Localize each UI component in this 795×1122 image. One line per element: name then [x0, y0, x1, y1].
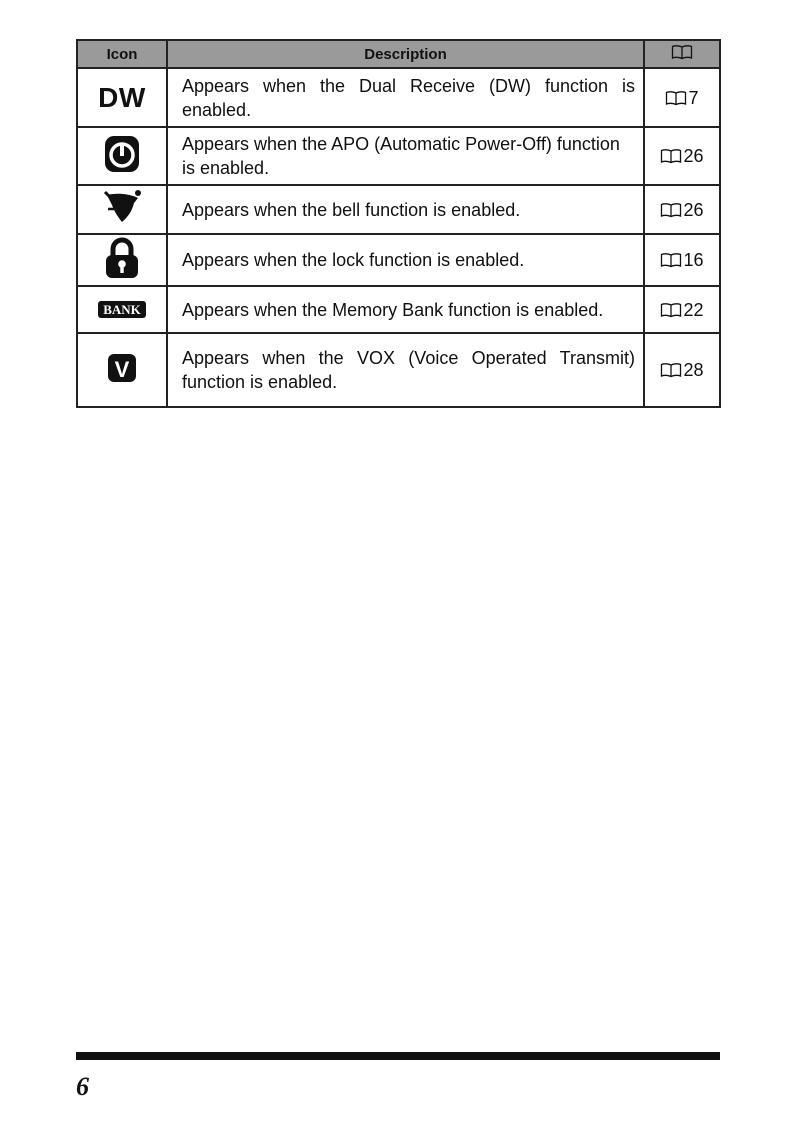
row-page-ref: 16 — [644, 234, 720, 286]
table-row — [77, 127, 720, 185]
header-description: Description — [167, 40, 644, 68]
row-description: Appears when the lock function is enabled. — [167, 234, 644, 286]
dw-icon: DW — [98, 81, 146, 113]
table-header-row — [77, 40, 720, 68]
book-icon — [660, 302, 682, 318]
table-row — [77, 286, 720, 333]
table-row — [77, 333, 720, 407]
row-description: Appears when the VOX (Voice Operated Transmit) function is enabled. — [167, 333, 644, 407]
power-icon — [103, 134, 141, 174]
vox-icon — [107, 353, 137, 383]
row-page-ref: 22 — [644, 286, 720, 333]
book-icon — [660, 202, 682, 218]
page-number: 6 — [76, 1072, 89, 1101]
lock-icon — [104, 237, 140, 279]
book-icon — [665, 90, 687, 106]
row-description: Appears when the APO (Automatic Power-Off) function is enabled. — [167, 127, 644, 185]
table-row — [77, 234, 720, 286]
header-icon: Icon — [77, 40, 167, 68]
footer-rule — [76, 1052, 720, 1060]
row-page-ref: 26 — [644, 127, 720, 185]
table-row — [77, 185, 720, 234]
book-icon — [660, 148, 682, 164]
book-icon — [660, 252, 682, 268]
header-reference — [644, 40, 720, 68]
svg-text:V: V — [114, 356, 130, 382]
book-icon — [671, 44, 693, 60]
bank-icon: BANK — [98, 301, 146, 318]
row-page-ref: 26 — [644, 185, 720, 234]
row-description: Appears when the Dual Receive (DW) function is enabled. — [167, 68, 644, 127]
row-description: Appears when the Memory Bank function is enabled. — [167, 286, 644, 333]
bell-off-icon — [102, 189, 142, 225]
book-icon — [660, 362, 682, 378]
row-page-ref: 28 — [644, 333, 720, 407]
row-page-ref: 7 — [644, 68, 720, 127]
table-row — [77, 68, 720, 127]
row-description: Appears when the bell function is enabled. — [167, 185, 644, 234]
icon-table — [76, 39, 721, 408]
